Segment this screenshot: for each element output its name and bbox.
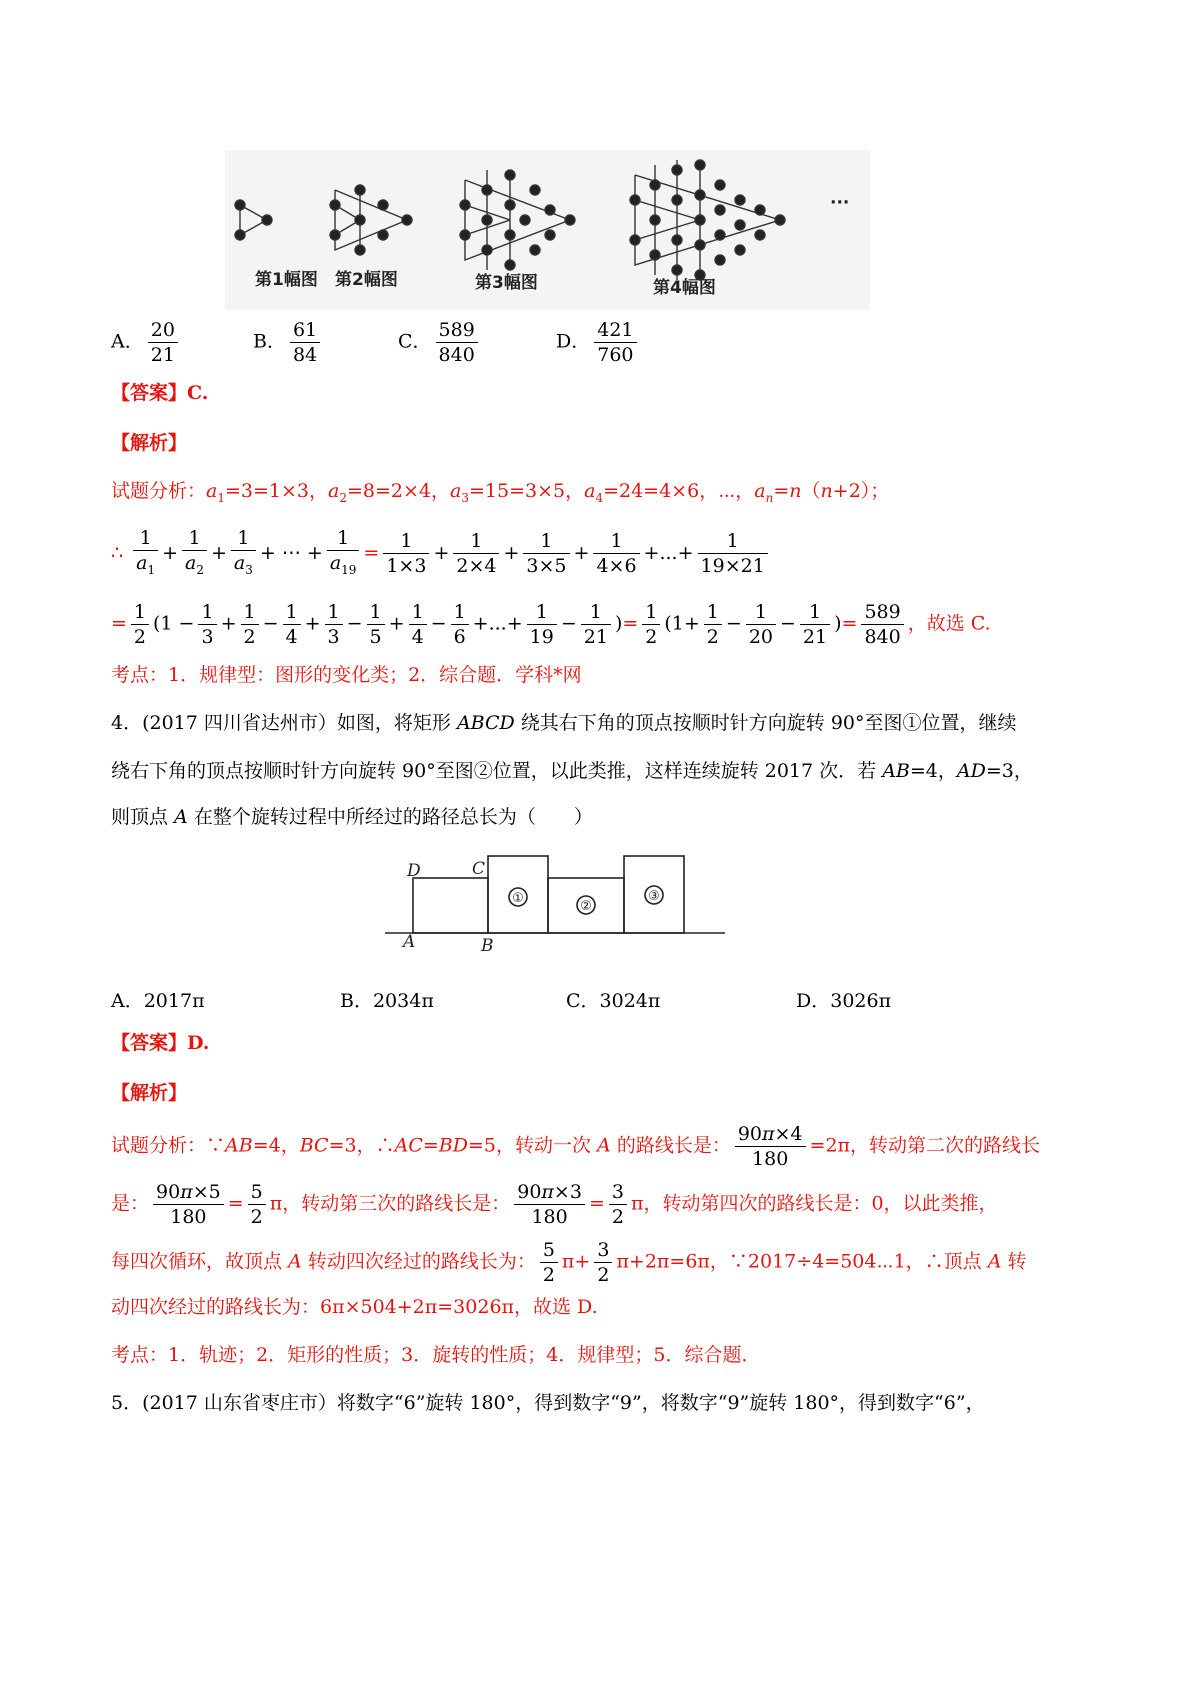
q4-analysis-line4: 动四次经过的路线长为：6π×504+2π=3026π，故选 D. xyxy=(111,1296,598,1318)
q3-option-c xyxy=(398,318,482,367)
q4-option-a: A．2017π xyxy=(111,990,205,1012)
label-C: C xyxy=(472,859,486,879)
therefore-symbol: ∴ xyxy=(111,541,124,564)
denominator: 840 xyxy=(438,344,475,366)
pattern-figure xyxy=(225,150,870,310)
pattern-ellipsis: ··· xyxy=(830,193,850,213)
label-circle-1: ① xyxy=(512,891,524,906)
pattern-label-3: 第3幅图 xyxy=(475,273,538,293)
q3-option-d xyxy=(556,318,641,367)
numerator: 589 xyxy=(436,318,478,343)
q3-sum-line: ∴ $\frac{1}{a_1}$ + $\frac{1}{a_2}$ + $\frac{1}{a_3}$ + ⋯ + $\frac{1}{a_{19}}$ = $\frac{1}{1\times 3}$ + $\frac{1}{2\times 4}$ + $\frac{1}{3\times 5}$ + $\frac{1}{4\times 6}$ +...+ $\frac{1}{19\times 21}$ xyxy=(111,526,772,582)
q4-analysis-line2: 是： $\frac{90\pi\times 5}{180}$ = $\frac{5}{2}$ π，转动第三次的路线长是： $\frac{90\pi\times 3}{180}$ = $\frac{3}{2}$ π，转动第四次的路线长是：0，以此类推， xyxy=(111,1181,998,1228)
option-fraction xyxy=(148,318,178,367)
q4-option-c: C．3024π xyxy=(566,990,661,1012)
q4-kaodian: 考点：1．轨迹；2．矩形的性质；3．旋转的性质；4．规律型；5．综合题． xyxy=(111,1344,761,1366)
pattern-label-4: 第4幅图 xyxy=(653,278,716,298)
q3-analysis-title: 【解析】 xyxy=(111,432,188,454)
label-circle-2: ② xyxy=(580,899,592,914)
q4-analysis-title: 【解析】 xyxy=(111,1082,188,1104)
q4-analysis-line1: 试题分析：∵AB=4，BC=3，∴AC=BD=5，转动一次 A 的路线长是： $\frac{90\pi\times 4}{180}$ =2π，转动第二次的路线长 xyxy=(111,1123,1041,1170)
q4-stem-line3: 则顶点 A 在整个旋转过程中所经过的路径总长为（ ） xyxy=(111,806,593,828)
numerator: 421 xyxy=(594,318,636,343)
label-circle-3: ③ xyxy=(648,889,660,904)
label-D: D xyxy=(407,861,421,881)
q4-answer: 【答案】D. xyxy=(111,1032,210,1054)
option-fraction xyxy=(436,318,478,367)
q4-option-b: B．2034π xyxy=(340,990,434,1012)
option-fraction xyxy=(594,318,636,367)
option-letter: A． xyxy=(111,330,144,353)
option-letter: C． xyxy=(398,330,432,353)
q3-kaodian: 考点：1．规律型：图形的变化类；2．综合题．学科*网 xyxy=(111,664,582,686)
pattern-label-1: 第1幅图 xyxy=(255,270,318,290)
label-A: A xyxy=(403,932,416,952)
q4-stem-line1: 4．(2017 四川省达州市）如图，将矩形 ABCD 绕其右下角的顶点按顺时针方向旋转 90°至图①位置，继续 xyxy=(111,712,1017,734)
q3-option-a xyxy=(111,318,182,367)
rotation-figure xyxy=(385,850,730,960)
option-letter: B． xyxy=(253,330,286,353)
denominator: 21 xyxy=(150,344,175,366)
q4-stem-line2: 绕右下角的顶点按顺时针方向旋转 90°至图②位置，以此类推，这样连续旋转 2017 次．若 AB=4，AD=3， xyxy=(111,760,1033,782)
q5-stem-line1: 5．(2017 山东省枣庄市）将数字“6”旋转 180°，得到数字“9”，将数字“9”旋转 180°，得到数字“6”， xyxy=(111,1392,985,1414)
q3-answer: 【答案】C. xyxy=(111,382,209,404)
option-fraction xyxy=(290,318,320,367)
denominator: 84 xyxy=(292,344,318,366)
label-B: B xyxy=(481,936,494,956)
q3-result-line: = $\frac{1}{2}$ (1 − $\frac{1}{3}$ + $\frac{1}{2}$ − $\frac{1}{4}$ + $\frac{1}{3}$ − $\frac{1}{5}$ + $\frac{1}{4}$ − $\frac{1}{6}$ +...+ $\frac{1}{19}$ − $\frac{1}{21}$ )= $\frac{1}{2}$ (1+ $\frac{1}{2}$ − $\frac{1}{20}$ − $\frac{1}{21}$ )= $\frac{589}{840}$ ，故选 C. xyxy=(111,601,991,648)
q4-option-d: D．3026π xyxy=(796,990,892,1012)
numerator: 20 xyxy=(148,318,178,343)
choose-c: ，故选 C. xyxy=(907,612,991,635)
denominator: 760 xyxy=(597,344,634,366)
q4-analysis-line3: 每四次循环，故顶点 A 转动四次经过的路线长为： $\frac{5}{2}$ π+ $\frac{3}{2}$ π+2π=6π，∵2017÷4=504⋯1，∴顶点 A 转 xyxy=(111,1239,1027,1286)
option-letter: D． xyxy=(556,330,591,353)
q3-option-b xyxy=(253,318,324,367)
pattern-label-2: 第2幅图 xyxy=(335,270,398,290)
numerator: 61 xyxy=(290,318,320,343)
q3-analysis-line1: 试题分析：$a_1=3=1\times 3$，$a_2=8=2\times 4$，$a_3=15=3\times 5$，$a_4=24=4\times 6$，⋯，$a_n=n(n+2)$； xyxy=(111,480,890,505)
